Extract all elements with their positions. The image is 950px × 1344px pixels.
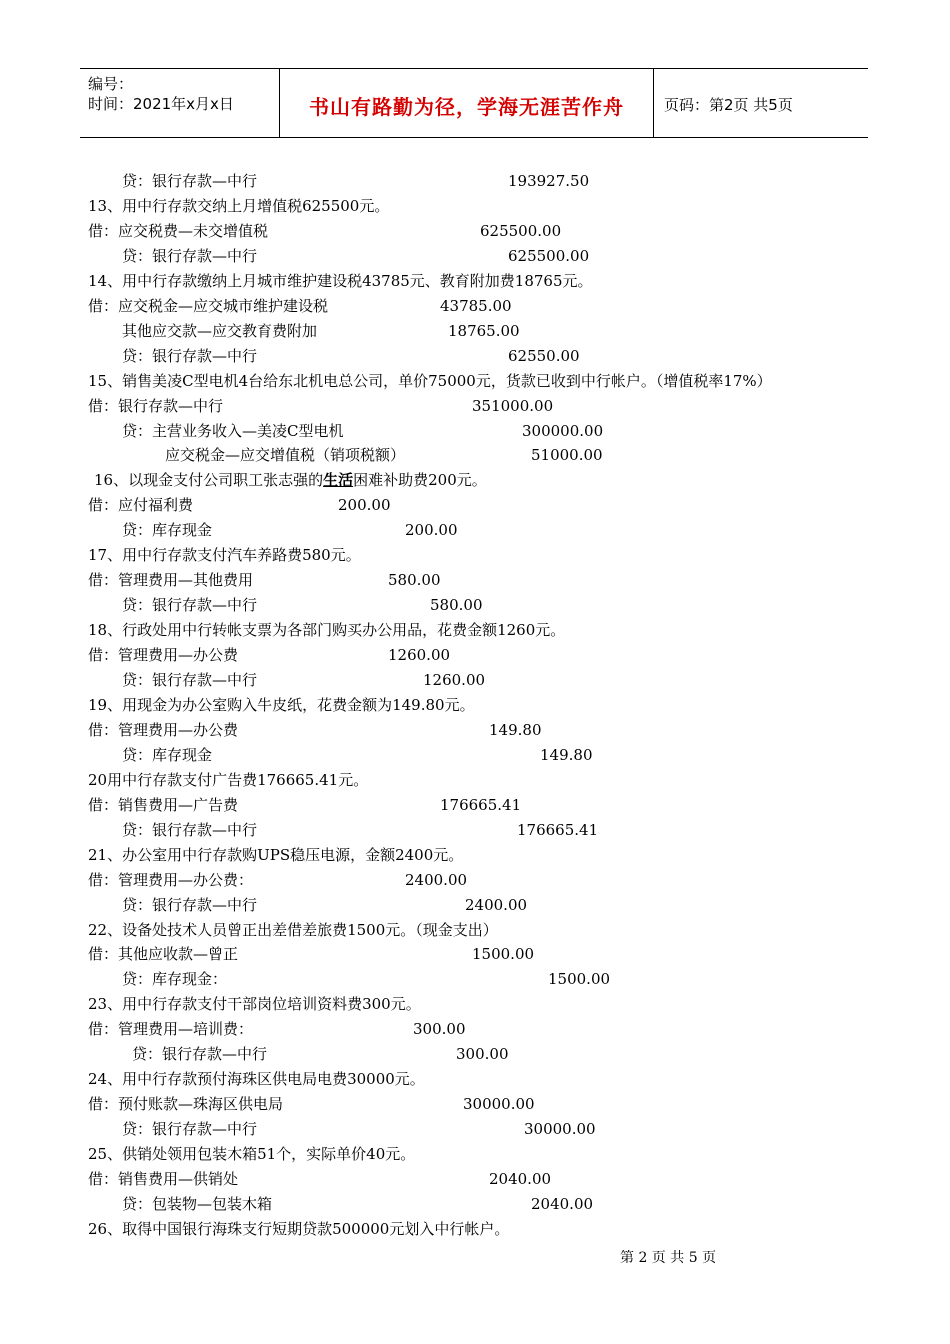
entry-text: 18、行政处用中行转帐支票为各部门购买办公用品，花费金额1260元。 [88,621,566,640]
entry-text: 26、取得中国银行海珠支行短期贷款500000元划入中行帐户。 [88,1219,510,1238]
entry-amount: 43785.00 [440,296,512,315]
entry-text: 贷：库存现金 [122,745,213,764]
entry-text: 贷：银行存款—中行 [122,1120,258,1139]
entry-text: 贷：银行存款—中行 [132,1045,268,1064]
entry-text: 借：应付福利费 [88,496,194,515]
entry-text [94,469,487,491]
entry-text: 贷：银行存款—中行 [122,820,258,839]
entry-text: 借：管理费用—培训费： [88,1020,254,1039]
entry-amount: 176665.41 [517,820,599,839]
entry-amount: 1260.00 [388,646,451,665]
entry-text: 23、用中行存款支付干部岗位培训资料费300元。 [88,995,421,1014]
entry-text: 借：银行存款—中行 [88,396,224,415]
entry-amount: 625500.00 [508,246,590,265]
entry-amount: 580.00 [430,596,483,615]
entry-text: 17、用中行存款支付汽车养路费580元。 [88,546,361,565]
entry-text: 22、设备处技术人员曾正出差借差旅费1500元。（现金支出） [88,920,498,939]
entry-text: 贷：银行存款—中行 [122,246,258,265]
header-meta [80,69,280,137]
entry-text: 借：管理费用—办公费 [88,646,239,665]
entry-amount: 200.00 [405,521,458,540]
underlined-word: 生活 [323,471,354,490]
entry-amount: 176665.41 [440,795,522,814]
page-footer: 第 2 页 共 5 页 [620,1250,717,1266]
entry-amount: 625500.00 [480,221,562,240]
entry-text: 贷：库存现金 [122,521,213,540]
entry-amount: 62550.00 [508,346,580,365]
entry-text: 24、用中行存款预付海珠区供电局电费30000元。 [88,1070,425,1089]
page-code: 页码：第2页 共5页 [664,96,793,114]
entry-text: 15、销售美凌C型电机4台给东北机电总公司，单价75000元，货款已收到中行帐户。（增值税率17%） [88,371,772,390]
entry-amount: 30000.00 [463,1095,535,1114]
entry-amount: 51000.00 [531,446,603,465]
entry-text: 借：销售费用—供销处 [88,1170,239,1188]
entry-amount: 193927.50 [508,172,590,190]
entry-text: 借：管理费用—办公费： [88,870,254,889]
entry-text: 13、用中行存款交纳上月增值税625500元。 [88,196,390,215]
entry-amount: 2400.00 [405,870,468,889]
motto: 书山有路勤为径，学海无涯苦作舟 [309,95,624,119]
entry-text: 贷：银行存款—中行 [122,671,258,689]
entry-amount: 351000.00 [472,396,554,415]
entry-text: 贷：银行存款—中行 [122,172,258,190]
entry-amount: 149.80 [489,720,542,739]
entry-amount: 300.00 [413,1020,466,1039]
entry-text: 其他应交款—应交教育费附加 [122,321,318,340]
entry-amount: 2040.00 [489,1170,552,1188]
header-page-cell [654,69,868,137]
entry-amount: 1260.00 [423,671,486,689]
entry-text-part: 困难补助费200元。 [353,471,487,490]
entry-amount: 300000.00 [522,421,604,440]
entry-amount: 300.00 [456,1045,509,1064]
entry-amount: 2040.00 [531,1194,594,1213]
number-label: 编号： [88,75,134,93]
date-label: 时间：2021年x月x日 [88,95,234,113]
page-header [80,68,868,138]
entry-text: 21、办公室用中行存款购UPS稳压电源，金额2400元。 [88,845,464,864]
entry-text: 借：其他应收款—曾正 [88,945,239,964]
entry-text: 借：销售费用—广告费 [88,795,239,814]
entry-text: 借：管理费用—其他费用 [88,571,254,590]
entry-text: 20用中行存款支付广告费176665.41元。 [88,770,369,789]
entry-text: 借：应交税费—未交增值税 [88,221,269,240]
entry-text: 14、用中行存款缴纳上月城市维护建设税43785元、教育附加费18765元。 [88,271,593,290]
entry-text: 19、用现金为办公室购入牛皮纸，花费金额为149.80元。 [88,695,475,714]
entry-text: 应交税金—应交增值税（销项税额） [165,446,406,465]
entry-text: 25、供销处领用包装木箱51个，实际单价40元。 [88,1145,416,1164]
entry-text: 贷：银行存款—中行 [122,895,258,914]
entry-text: 借：管理费用—办公费 [88,720,239,739]
entry-text: 贷：银行存款—中行 [122,346,258,365]
entry-text: 贷：银行存款—中行 [122,596,258,615]
entry-text: 贷：主营业务收入—美凌C型电机 [122,421,344,440]
entry-text: 贷：库存现金： [122,970,228,989]
entry-text: 贷：包装物—包装木箱 [122,1194,273,1213]
entry-amount: 30000.00 [524,1120,596,1139]
entry-text: 借：应交税金—应交城市维护建设税 [88,296,329,315]
entry-amount: 18765.00 [448,321,520,340]
entry-text: 借：预付账款—珠海区供电局 [88,1095,284,1114]
entry-amount: 149.80 [540,745,593,764]
entry-amount: 1500.00 [472,945,535,964]
entry-amount: 1500.00 [548,970,611,989]
entry-amount: 200.00 [338,496,391,515]
header-motto-cell [280,69,654,137]
entry-amount: 580.00 [388,571,441,590]
entry-text-part: 16、以现金支付公司职工张志强的 [94,471,324,490]
entry-amount: 2400.00 [465,895,528,914]
